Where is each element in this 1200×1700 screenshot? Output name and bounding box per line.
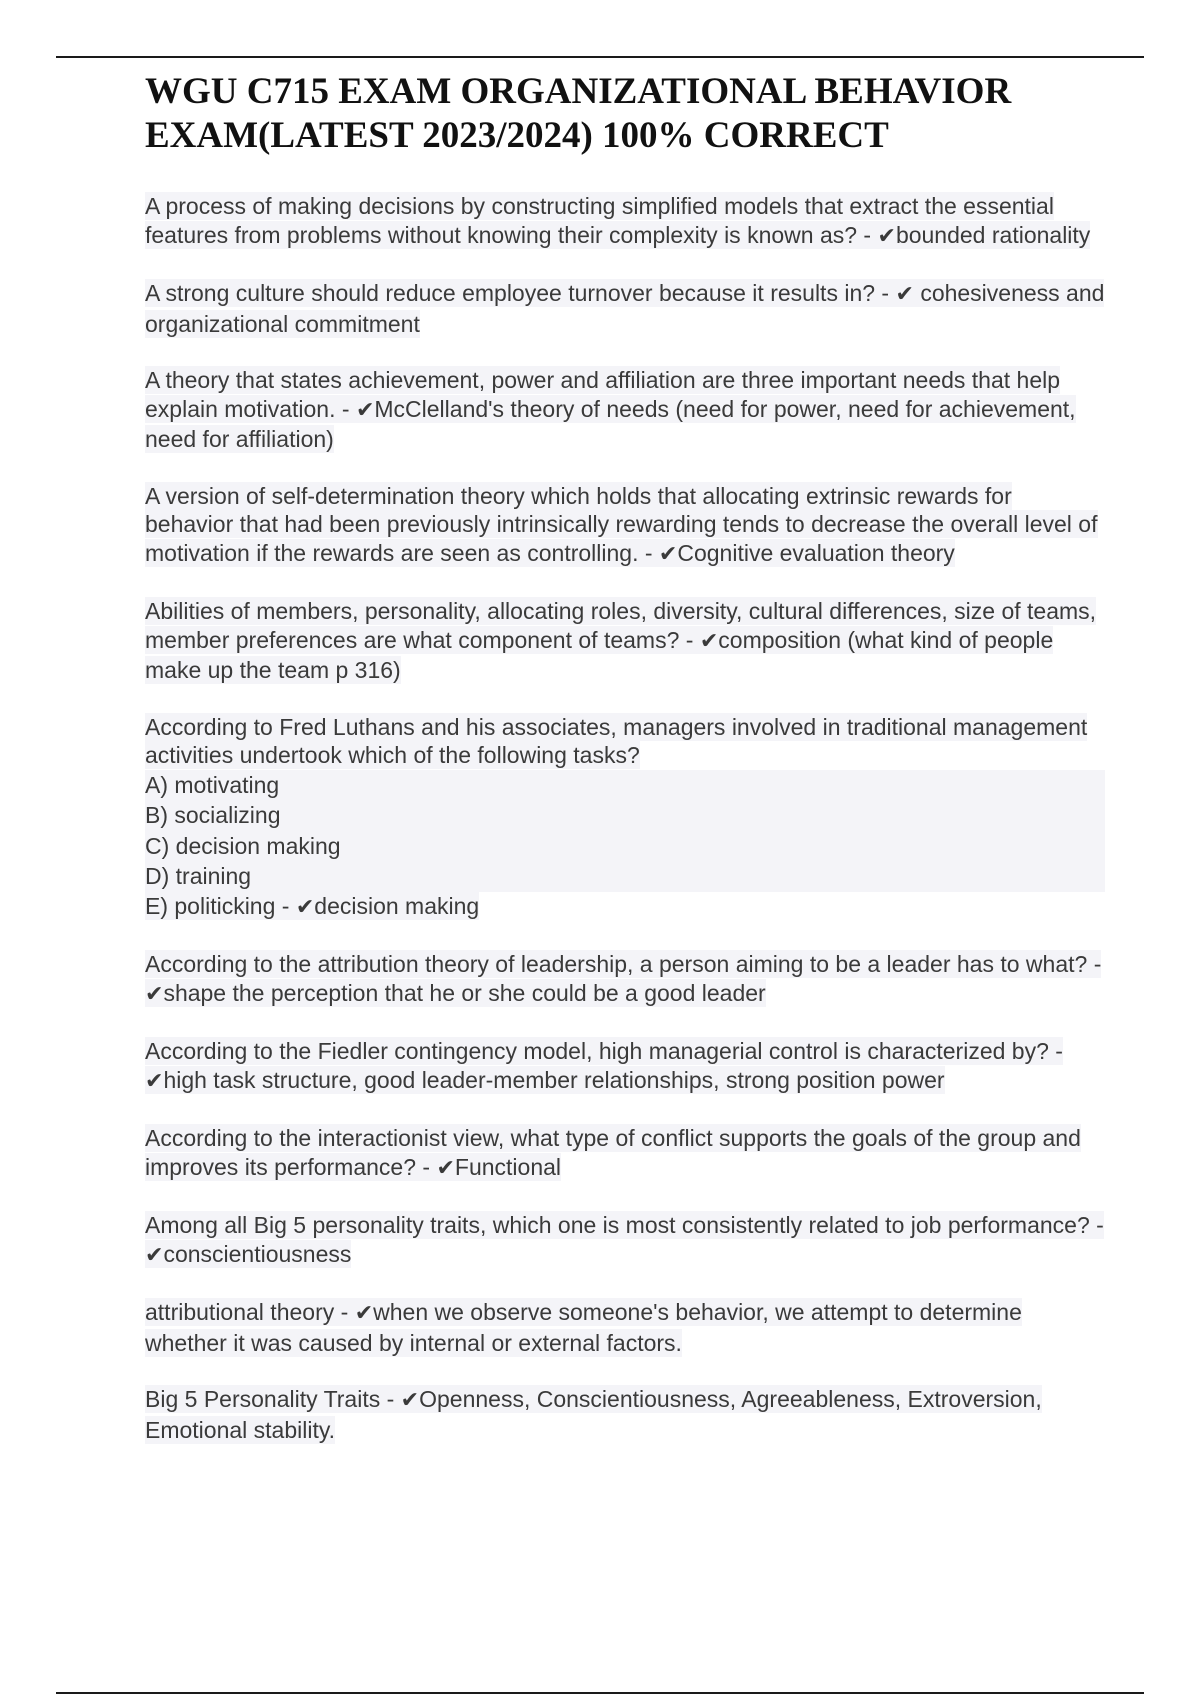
qa-item — [145, 1037, 1105, 1096]
qa-question: Abilities of members, personality, allocating roles, diversity, cultural differences, size of teams, member preferences are what component of teams? — [145, 598, 1097, 653]
qa-item — [145, 1211, 1105, 1270]
qa-item — [145, 950, 1105, 1009]
qa-answer: high task structure, good leader-member relationships, strong position power — [163, 1066, 945, 1093]
qa-option: B) socializing — [145, 800, 1105, 831]
qa-question: According to the interactionist view, what type of conflict supports the goals of the group and improves its performance? — [145, 1125, 1081, 1180]
qa-separator: - — [380, 1386, 401, 1412]
check-icon: ✔ — [145, 981, 164, 1007]
qa-question: A strong culture should reduce employee turnover because it results in? — [145, 280, 876, 306]
qa-separator: - — [857, 221, 878, 248]
bottom-rule — [56, 1692, 1144, 1694]
qa-separator: - — [679, 626, 700, 653]
check-icon: ✔ — [436, 1155, 455, 1181]
qa-separator: - — [638, 539, 659, 566]
qa-answer: Functional — [454, 1153, 562, 1180]
title-line-2: EXAM(LATEST 2023/2024) 100% CORRECT — [145, 115, 889, 156]
check-icon: ✔ — [354, 1301, 374, 1326]
check-icon: ✔ — [658, 541, 678, 567]
check-icon: ✔ — [355, 397, 375, 423]
qa-answer: conscientiousness — [163, 1240, 352, 1267]
qa-answer: McClelland's theory of needs (need for power, need for achievement, need for affiliation) — [145, 395, 1076, 452]
qa-answer: bounded rationality — [895, 221, 1091, 248]
qa-option: A) motivating — [145, 770, 1105, 801]
qa-item — [145, 1124, 1105, 1183]
check-icon: ✔ — [400, 1388, 420, 1413]
qa-question: According to the Fiedler contingency model, high managerial control is characterized by? — [145, 1038, 1049, 1064]
qa-separator: - — [275, 892, 296, 919]
check-icon: ✔ — [145, 1242, 164, 1268]
qa-answer: when we observe someone's behavior, we attempt to determine whether it was caused by internal or external factors. — [145, 1299, 1022, 1356]
document-title — [145, 70, 1105, 158]
qa-item — [145, 279, 1105, 338]
check-icon: ✔ — [877, 223, 896, 249]
qa-question: Among all Big 5 personality traits, which one is most consistently related to job performance? — [145, 1212, 1090, 1238]
qa-item — [145, 1385, 1105, 1444]
qa-question: Big 5 Personality Traits — [145, 1386, 381, 1412]
qa-question: According to Fred Luthans and his associates, managers involved in traditional management activities undertook which of the following tasks? — [145, 713, 1088, 768]
qa-answer: composition (what kind of people make up the team p 316) — [145, 626, 1054, 683]
qa-separator: - — [1089, 1212, 1104, 1238]
qa-separator: - — [875, 280, 896, 306]
qa-item — [145, 192, 1105, 251]
qa-item — [145, 482, 1105, 570]
qa-answer: shape the perception that he or she could be a good leader — [163, 979, 766, 1006]
check-icon: ✔ — [295, 894, 315, 920]
qa-answer: Openness, Conscientiousness, Agreeableness, Extroversion, Emotional stability. — [145, 1386, 1042, 1443]
qa-item — [145, 1298, 1105, 1357]
title-line-1: WGU C715 EXAM ORGANIZATIONAL BEHAVIOR — [145, 71, 1012, 112]
qa-option: E) politicking — [145, 892, 276, 919]
qa-option: D) training — [145, 861, 1105, 892]
qa-separator: - — [1087, 951, 1102, 977]
qa-question: A version of self-determination theory which holds that allocating extrinsic rewards for behavior that had been previously intrinsically rewarding tends to decrease the overall level of motivation if the rewards are seen as controlling. — [145, 482, 1098, 566]
qa-option: C) decision making — [145, 831, 1105, 862]
qa-separator: - — [416, 1153, 437, 1180]
qa-separator: - — [335, 395, 356, 422]
qa-answer: cohesiveness and organizational commitment — [145, 280, 1105, 337]
check-icon: ✔ — [699, 628, 719, 654]
qa-answer: decision making — [314, 892, 480, 919]
qa-item — [145, 597, 1105, 685]
qa-question: attributional theory — [145, 1299, 335, 1325]
check-icon: ✔ — [145, 1068, 164, 1094]
document-page — [145, 70, 1105, 1472]
top-rule — [56, 56, 1144, 58]
qa-answer: Cognitive evaluation theory — [677, 539, 955, 566]
qa-question: A process of making decisions by constructing simplified models that extract the essential features from problems without knowing their complexity is known as? — [145, 193, 1054, 248]
qa-separator: - — [334, 1299, 355, 1325]
qa-options — [145, 770, 1105, 892]
qa-item — [145, 713, 1105, 923]
qa-separator: - — [1048, 1038, 1063, 1064]
check-icon: ✔ — [895, 282, 914, 307]
qa-question: A theory that states achievement, power and affiliation are three important needs that help explain motivation. — [145, 367, 1061, 422]
qa-item — [145, 366, 1105, 454]
qa-question: According to the attribution theory of leadership, a person aiming to be a leader has to what? — [145, 951, 1088, 977]
qa-list — [145, 192, 1105, 1444]
